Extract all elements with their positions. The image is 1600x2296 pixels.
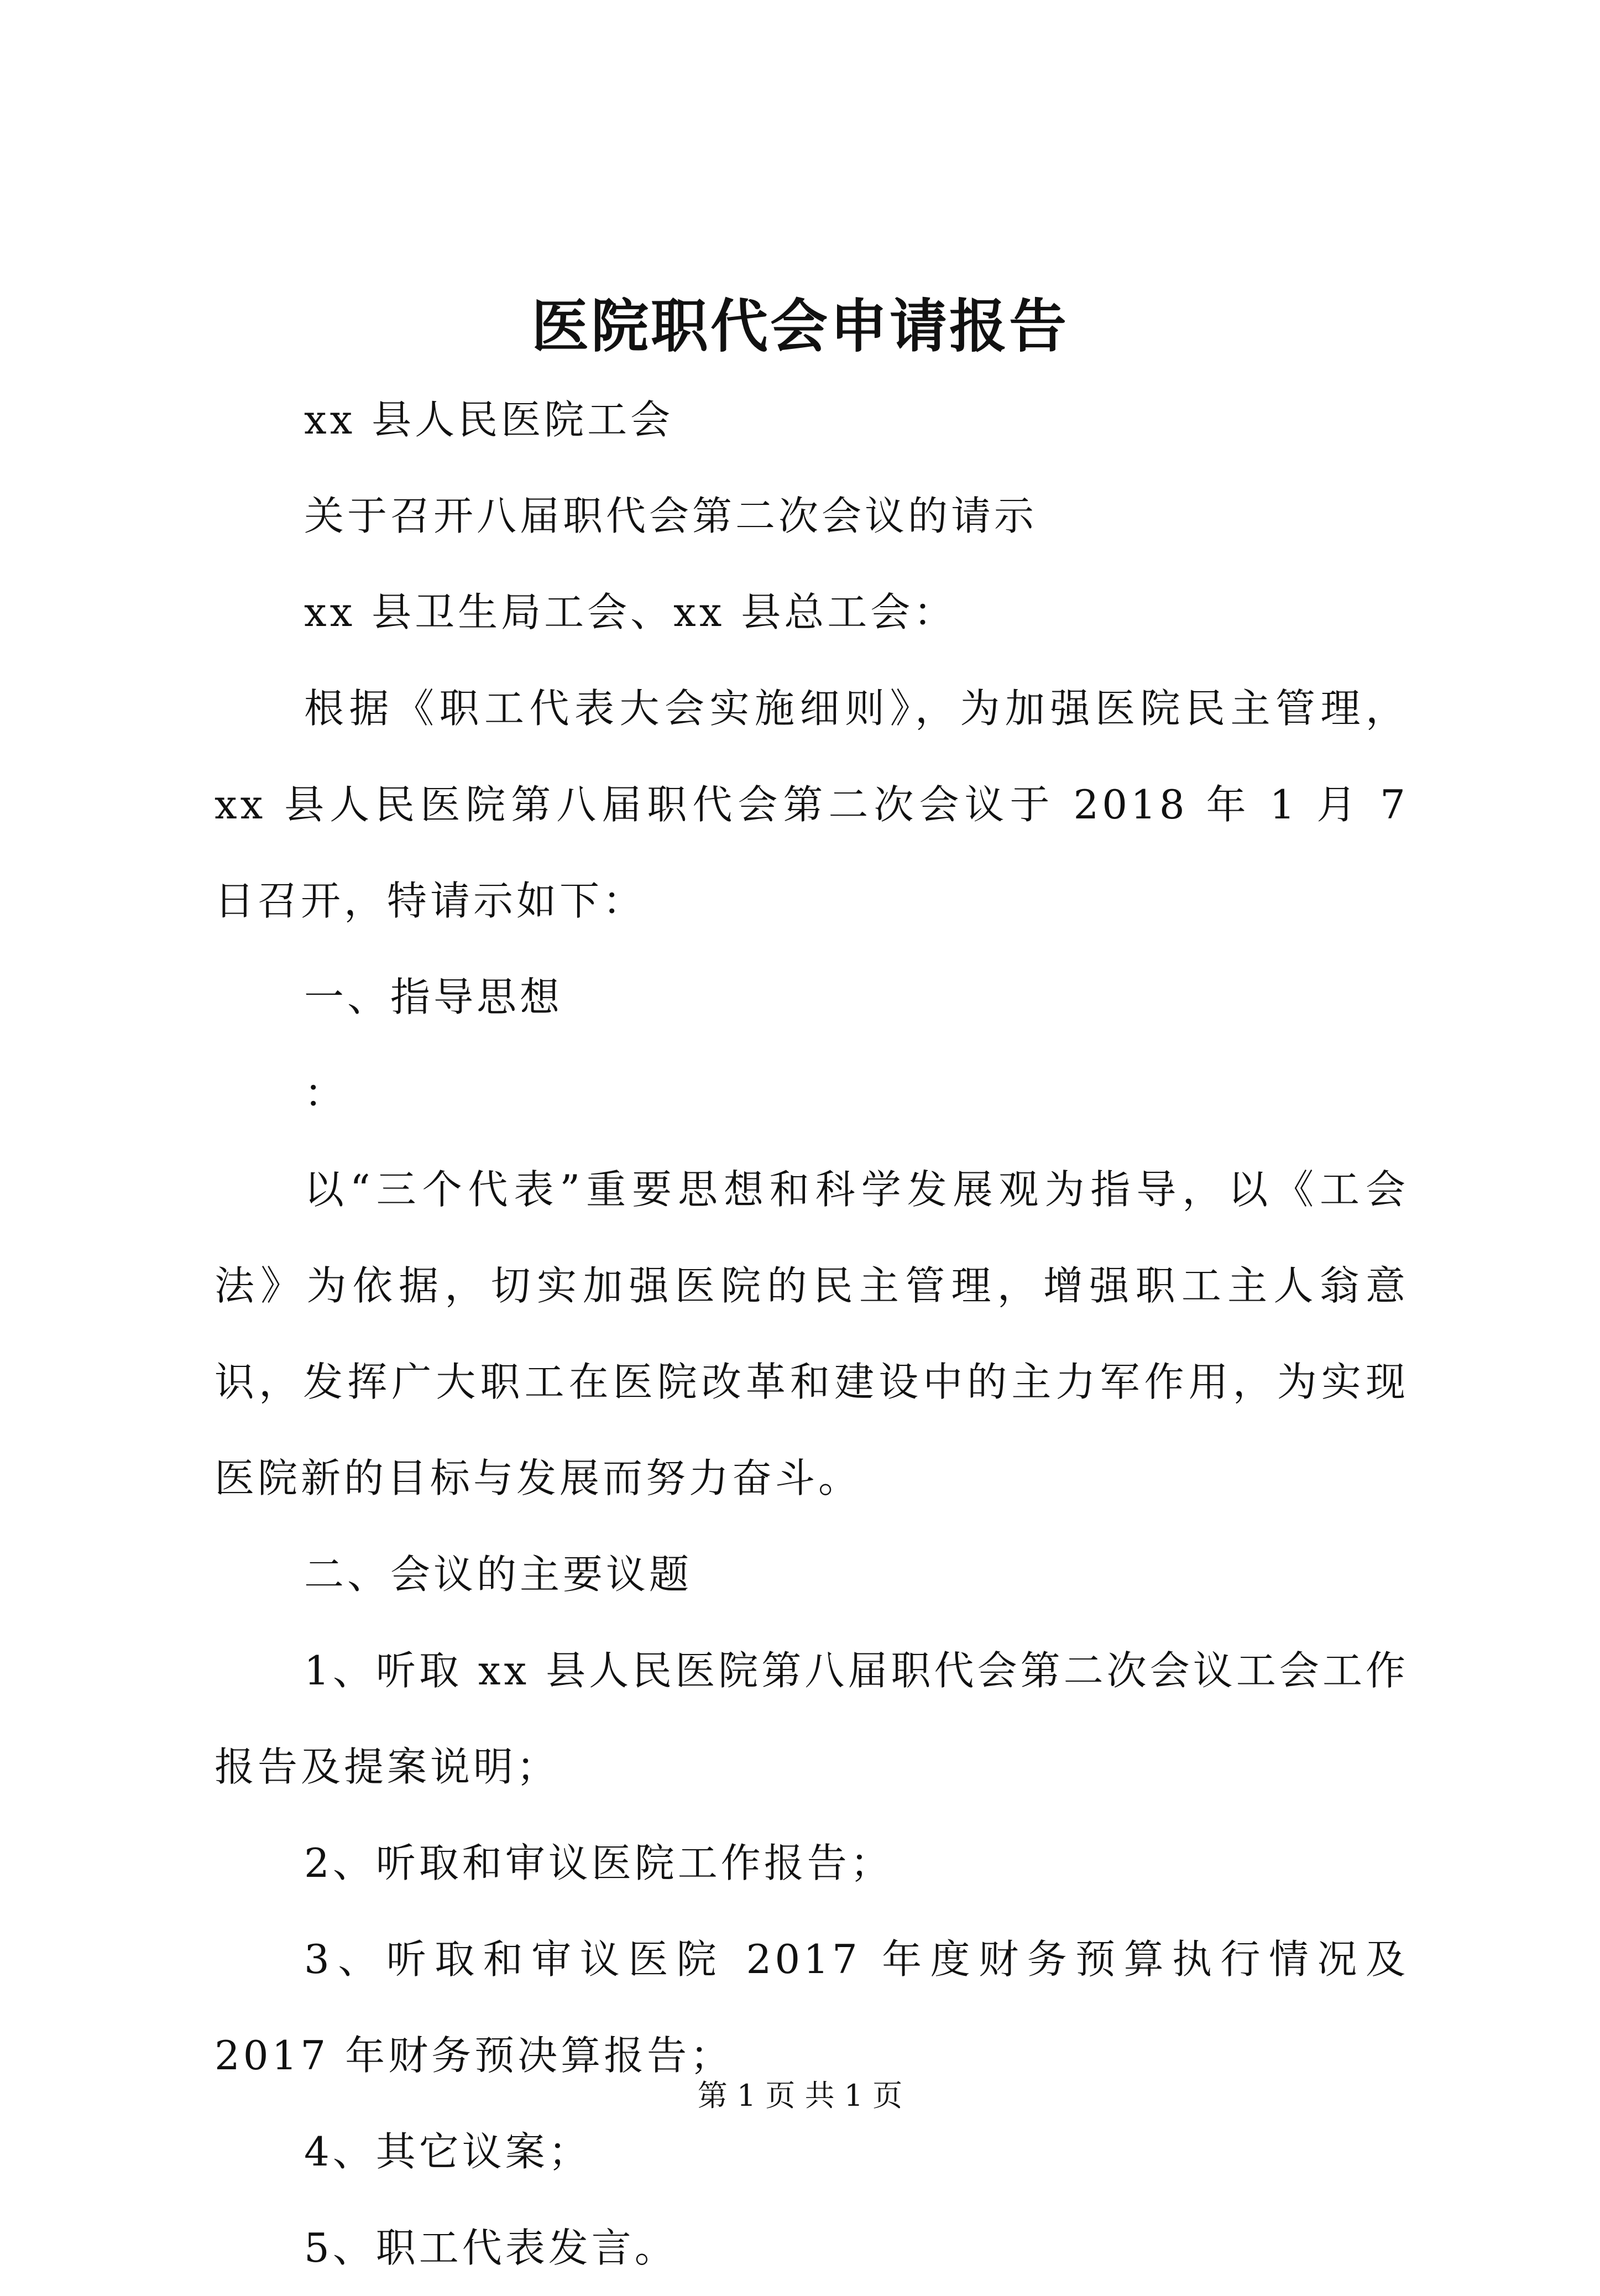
paragraph-colon: ： xyxy=(304,1070,348,1116)
list-item-topic-2: 2、听取和审议医院工作报告； xyxy=(304,1840,893,1886)
page-footer: 第 1 页 共 1 页 xyxy=(697,2078,903,2113)
paragraph-introduction: 根据《职工代表大会实施细则》，为加强医院民主管理，xx 县人民医院第八届职代会第二次会议于 2018 年 1 月 7 日召开，特请示如下： xyxy=(215,685,1409,924)
list-item-topic-5: 5、职工代表发言。 xyxy=(304,2225,678,2271)
paragraph-recipients: xx 县卫生局工会、xx 县总工会： xyxy=(304,589,957,635)
paragraph-guiding-ideology: 以“三个代表”重要思想和科学发展观为指导，以《工会法》为依据，切实加强医院的民主管理，增强职工主人翁意识，发挥广大职工在医院改革和建设中的主力军作用，为实现医院新的目标与发展而努力奋斗。 xyxy=(215,1166,1409,1501)
list-item-topic-3: 3、听取和审议医院 2017 年度财务预算执行情况及 2017 年财务预决算报告； xyxy=(215,1936,1409,2079)
list-item-topic-4: 4、其它议案； xyxy=(304,2128,592,2175)
section-heading-main-topics: 二、会议的主要议题 xyxy=(304,1551,693,1598)
paragraph-organization: xx 县人民医院工会 xyxy=(304,396,674,443)
list-item-topic-1: 1、听取 xx 县人民医院第八届职代会第二次会议工会工作报告及提案说明； xyxy=(215,1647,1409,1790)
paragraph-subject: 关于召开八届职代会第二次会议的请示 xyxy=(304,493,1038,539)
document-body xyxy=(215,372,1409,2296)
document-title: 医院职代会申请报告 xyxy=(531,292,1069,360)
section-heading-guiding-ideology: 一、指导思想 xyxy=(304,974,563,1020)
